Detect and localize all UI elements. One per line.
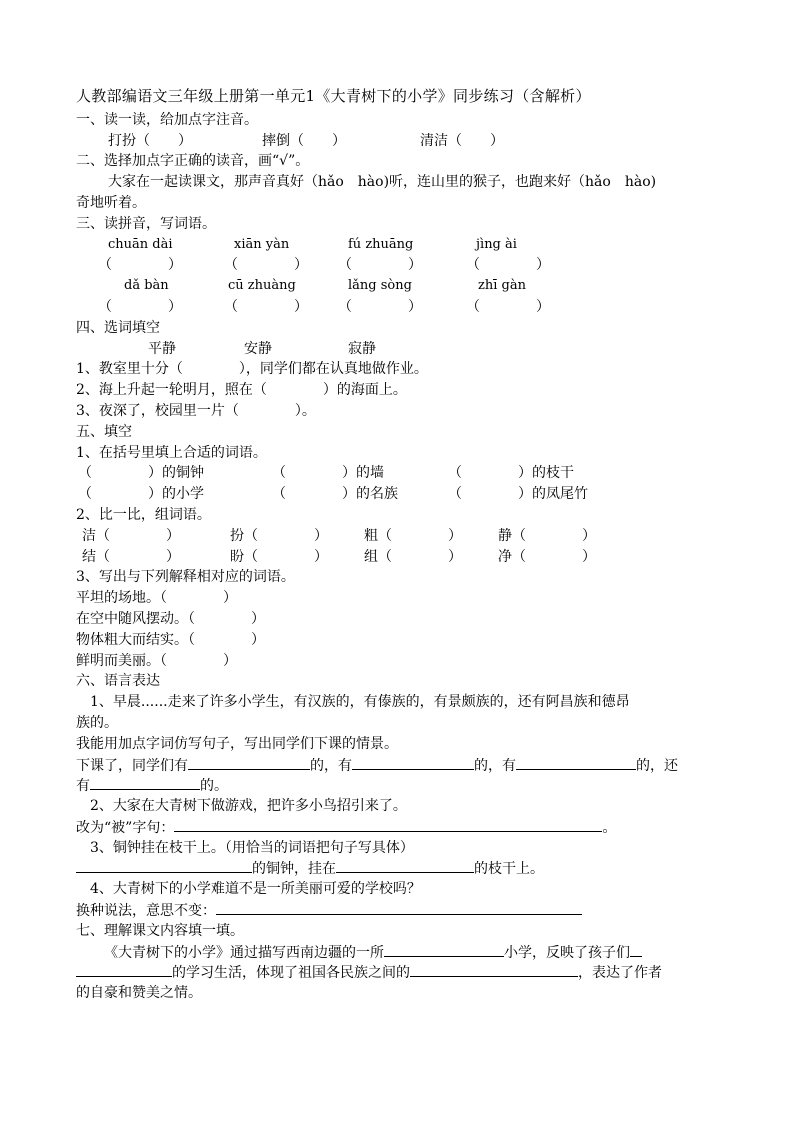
answer-line[interactable] [188,755,310,770]
section-5-heading: 五、填空 [76,423,132,440]
answer-line[interactable] [90,775,200,790]
compare-6: 盼（ ） [230,548,328,565]
section-1-heading: 一、读一读，给加点字注音。 [76,111,258,128]
answer-line[interactable] [410,962,578,977]
section-3-heading: 三、读拼音，写词语。 [76,215,216,232]
section-6-q2: 2、大家在大青树下做游戏，把许多小鸟招引来了。 [90,798,407,815]
blank-3: （ ） [338,257,422,274]
section-6-q1-instruction: 我能用加点字词仿写句子，写出同学们下课的情景。 [76,735,398,752]
worksheet [76,86,726,1004]
word-choice-3: 寂静 [348,340,376,357]
pinyin-item-2: 摔倒（ ） [262,132,346,149]
pinyin-5: dǎ bàn [124,278,169,294]
section-4-q2: 2、海上升起一轮明月，照在（ ）的海面上。 [76,382,407,399]
compare-row-2 [76,547,726,568]
section-6-q1-fill-line-2: 有 的。 [76,775,726,796]
section-2-heading: 二、选择加点字正确的读音，画“√”。 [76,153,310,170]
definition-2: 在空中随风摆动。（ ） [76,610,265,627]
section-5-sub-3: 3、写出与下列解释相对应的词语。 [76,569,295,586]
section-5-sub-1: 1、在括号里填上合适的词语。 [76,444,267,461]
word-choice-1: 平静 [148,340,176,357]
pinyin-3: fú zhuāng [348,236,414,252]
pinyin-item-1: 打扮（ ） [108,132,192,149]
pinyin-2: xiān yàn [234,236,290,252]
pinyin-row-1 [76,235,726,256]
section-1-items [76,131,726,152]
compare-row-1 [76,526,726,547]
section-7-line-3: 的自豪和赞美之情。 [76,985,202,1002]
pinyin-4: jìng ài [476,236,517,252]
section-4-q1: 1、教室里十分（ ），同学们都在认真地做作业。 [76,361,428,378]
section-4-heading: 四、选词填空 [76,319,160,336]
compare-1: 洁（ ） [82,527,180,544]
section-7-line-2: 的学习生活，体现了祖国各民族之间的 ，表达了作者 [76,962,726,983]
word-choice-2: 安静 [244,340,272,357]
definition-1: 平坦的场地。（ ） [76,590,237,607]
blank-7: （ ） [338,298,422,315]
section-6-q2-answer: 改为“被”字句： 。 [76,817,726,838]
pinyin-item-3: 清洁（ ） [420,132,504,149]
blank-2: （ ） [224,257,308,274]
fill-5: （ ）的名族 [272,486,398,503]
page-title: 人教部编语文三年级上册第一单元1《大青树下的小学》同步练习（含解析） [76,87,591,105]
section-6-q4: 4、大青树下的小学难道不是一所美丽可爱的学校吗？ [90,881,421,898]
compare-3: 粗（ ） [364,527,462,544]
word-choices [76,339,726,360]
section-2-line-2: 奇地听着。 [76,194,146,211]
blank-4: （ ） [466,257,550,274]
blank-8: （ ） [466,298,550,315]
compare-4: 静（ ） [498,527,596,544]
answer-line[interactable] [76,858,252,873]
section-7-heading: 七、理解课文内容填一填。 [76,922,244,939]
blank-row-1 [76,255,726,276]
answer-line[interactable] [336,858,474,873]
blank-5: （ ） [98,298,182,315]
fill-2: （ ）的墙 [272,465,384,482]
section-5-sub-2: 2、比一比，组词语。 [76,506,211,523]
pinyin-8: zhī gàn [478,278,526,294]
blank-1: （ ） [98,257,182,274]
section-2-line-1: 大家在一起读课文，那声音真好（hǎo hào)听，连山里的猴子，也跑来好（hǎo hào) [108,174,657,191]
compare-8: 净（ ） [498,548,596,565]
answer-line[interactable] [384,942,504,957]
blank-row-2 [76,297,726,318]
pinyin-1: chuān dài [108,236,173,252]
section-6-q1-fill-line: 下课了，同学们有 的，有 的，有 的，还 [76,755,726,776]
section-6-q3: 3、铜钟挂在枝干上。（用恰当的词语把句子写具体） [90,839,414,856]
definition-3: 物体粗大而结实。（ ） [76,631,265,648]
section-7-line-1: 《大青树下的小学》通过描写西南边疆的一所 小学，反映了孩子们 [76,942,726,963]
answer-line[interactable] [352,755,474,770]
definition-4: 鲜明而美丽。（ ） [76,652,237,669]
fill-row-1 [76,463,726,484]
answer-line[interactable] [516,755,636,770]
fill-1: （ ）的铜钟 [78,465,204,482]
compare-7: 组（ ） [364,548,462,565]
section-4-q3: 3、夜深了，校园里一片（ ）。 [76,402,316,419]
answer-line[interactable] [76,962,172,977]
section-6-q1-line-1: 1、早晨......走来了许多小学生，有汉族的，有傣族的，有景颇族的，还有阿昌族和德昂 [90,694,630,711]
pinyin-7: lǎng sòng [348,278,412,294]
pinyin-row-2 [76,276,726,297]
fill-row-2 [76,484,726,505]
section-6-q3-answer: 的铜钟，挂在 的枝干上。 [76,858,726,879]
section-6-heading: 六、语言表达 [76,673,160,690]
section-6-q4-answer: 换种说法，意思不变： [76,900,726,921]
fill-4: （ ）的小学 [78,486,204,503]
answer-line[interactable] [174,817,602,832]
compare-2: 扮（ ） [230,527,328,544]
fill-3: （ ）的枝干 [448,465,574,482]
blank-6: （ ） [224,298,308,315]
compare-5: 结（ ） [82,548,180,565]
answer-line[interactable] [630,942,642,957]
answer-line[interactable] [216,900,582,915]
fill-6: （ ）的凤尾竹 [448,486,588,503]
section-6-q1-line-2: 族的。 [76,714,118,731]
pinyin-6: cū zhuàng [228,278,296,294]
